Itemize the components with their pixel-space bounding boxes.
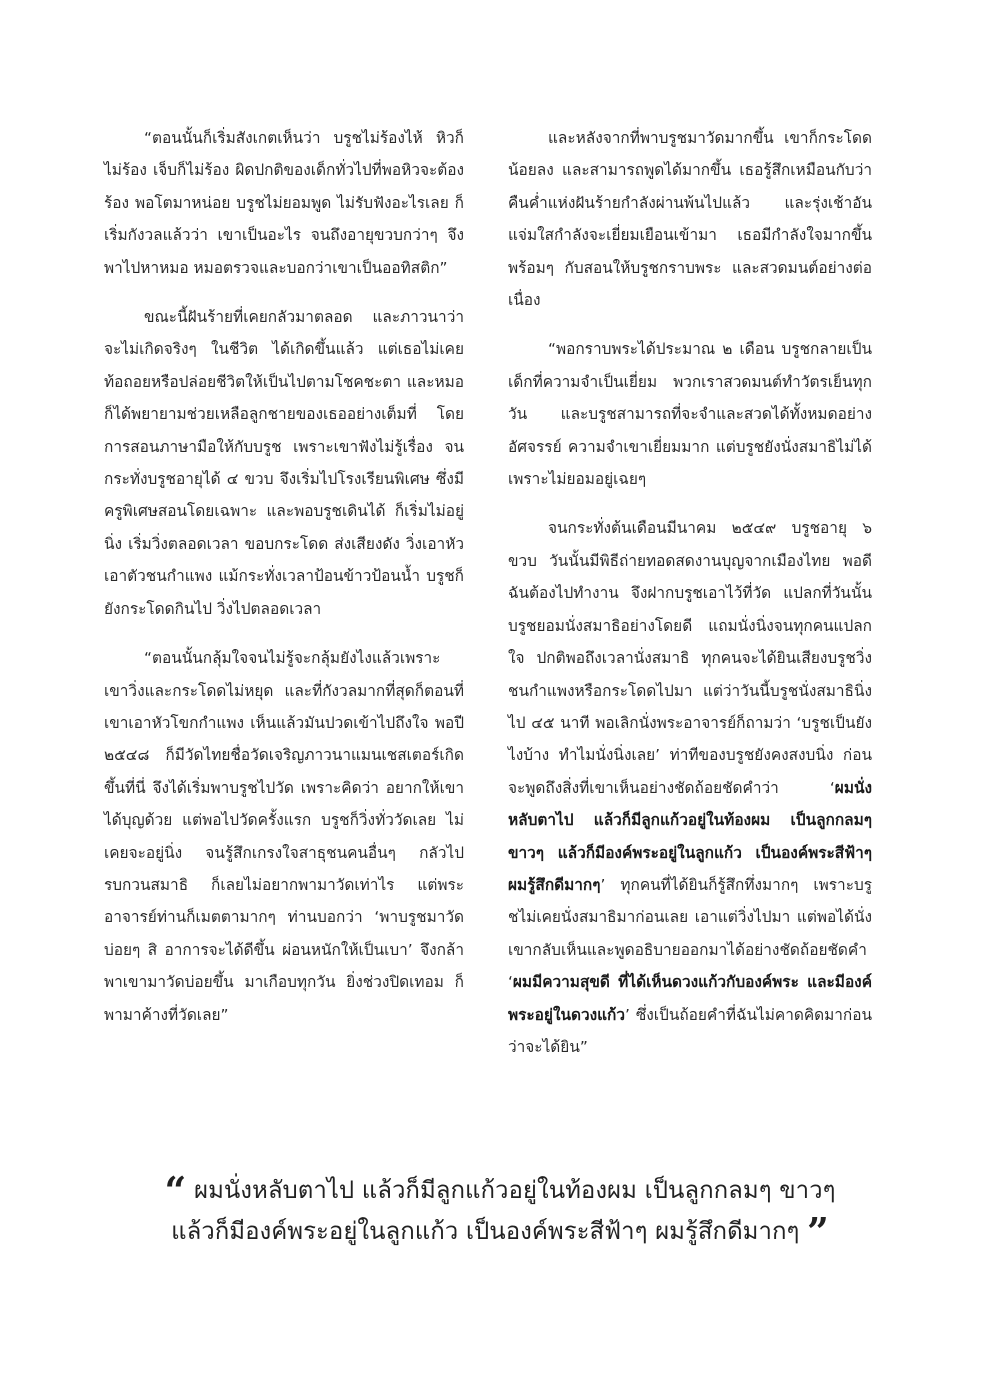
open-quote-mark: “ bbox=[164, 1168, 187, 1213]
paragraph-right-3 bbox=[508, 512, 872, 1063]
paragraph-right-1: และหลังจากที่พาบรูชมาวัดมากขึ้น เขาก็กระโดดน้อยลง และสามารถพูดได้มากขึ้น เธอรู้สึกเหมือนกับว่า คืนค่ำแห่งฝันร้ายกำลังผ่านพ้นไปแล้ว และรุ่งเช้าอันแจ่มใสกำลังจะเยี่ยมเยือนเข้ามา เธอมีกำลังใจมากขึ้น พร้อมๆ กับสอนให้บรูชกราบพระ และสวดมนต์อย่างต่อเนื่อง bbox=[508, 129, 872, 310]
left-column bbox=[104, 122, 464, 1048]
pull-quote-text-1: ผมนั่งหลับตาไป แล้วก็มีลูกแก้วอยู่ในท้องผม เป็นลูกกลมๆ ขาวๆ bbox=[194, 1176, 836, 1204]
pull-quote bbox=[60, 1170, 940, 1252]
close-quote-mark: ” bbox=[807, 1209, 829, 1254]
quote-bold-1: ผมนั่งหลับตาไป แล้วก็มีลูกแก้วอยู่ในท้องผม เป็นลูกกลมๆ ขาวๆ แล้วก็มีองค์พระอยู่ในลูกแก้ว เป็นองค์พระสีฟ้าๆ ผมรู้สึกดีมากๆ bbox=[508, 778, 872, 894]
pull-quote-line-1 bbox=[60, 1170, 940, 1211]
paragraph-left-3: “ตอนนั้นกลุ้มใจจนไม่รู้จะกลุ้มยังไงแล้วเพราะเขาวิ่งและกระโดดไม่หยุด และที่กังวลมากที่สุดก็ตอนที่เขาเอาหัวโขกกำแพง เห็นแล้วมันปวดเข้าไปถึงใจ พอปี ๒๕๔๘ ก็มีวัดไทยชื่อวัดเจริญภาวนาแมนเชสเตอร์เกิดขึ้นที่นี่ จึงได้เริ่มพาบรูชไปวัด เพราะคิดว่า อยากให้เขาได้บุญด้วย แต่พอไปวัดครั้งแรก บรูชก็วิ่งทั่ววัดเลย ไม่เคยจะอยู่นิ่ง จนรู้สึกเกรงใจสาธุชนคนอื่นๆ กลัวไปรบกวนสมาธิ ก็เลยไม่อยากพามาวัดเท่าไร แต่พระอาจารย์ท่านก็เมตตามากๆ ท่านบอกว่า ‘พาบรูชมาวัดบ่อยๆ สิ อาการจะได้ดีขึ้น ผ่อนหนักให้เป็นเบา’ จึงกล้าพาเขามาวัดบ่อยขึ้น มาเกือบทุกวัน ยิ่งช่วงปิดเทอม ก็พามาค้างที่วัดเลย” bbox=[104, 649, 464, 1024]
right-column bbox=[508, 122, 872, 1080]
pull-quote-text-2: แล้วก็มีองค์พระอยู่ในลูกแก้ว เป็นองค์พระสีฟ้าๆ ผมรู้สึกดีมากๆ bbox=[171, 1217, 800, 1245]
paragraph-left-2: ขณะนี้ฝันร้ายที่เคยกลัวมาตลอด และภาวนาว่าจะไม่เกิดจริงๆ ในชีวิต ได้เกิดขึ้นแล้ว แต่เธอไม่เคยท้อถอยหรือปล่อยชีวิตให้เป็นไปตามโชคชะตา และหมอก็ได้พยายามช่วยเหลือลูกชายของเธออย่างเต็มที่ โดยการสอนภาษามือให้กับบรูช เพราะเขาฟังไม่รู้เรื่อง จนกระทั่งบรูชอายุได้ ๔ ขวบ จึงเริ่มไปโรงเรียนพิเศษ ซึ่งมีครูพิเศษสอนโดยเฉพาะ และพอบรูชเดินได้ ก็เริ่มไม่อยู่นิ่ง เริ่มวิ่งตลอดเวลา ขอบกระโดด ส่งเสียงดัง วิ่งเอาหัว เอาตัวชนกำแพง แม้กระทั่งเวลาป้อนข้าวป้อนน้ำ บรูชก็ยังกระโดดกินไป วิ่งไปตลอดเวลา bbox=[104, 308, 464, 618]
quote-bold-2: ผมมีความสุขดี ที่ได้เห็นดวงแก้วกับองค์พระ และมีองค์พระอยู่ในดวงแก้ว bbox=[508, 973, 872, 1024]
paragraph-right-2: “พอกราบพระได้ประมาณ ๒ เดือน บรูชกลายเป็นเด็กที่ความจำเป็นเยี่ยม พวกเราสวดมนต์ทำวัตรเย็นทุกวัน และบรูชสามารถที่จะจำและสวดได้ทั้งหมดอย่างอัศจรรย์ ความจำเขาเยี่ยมมาก แต่บรูชยังนั่งสมาธิไม่ได้ เพราะไม่ยอมอยู่เฉยๆ bbox=[508, 340, 872, 489]
paragraph-left-1: “ตอนนั้นก็เริ่มสังเกตเห็นว่า บรูชไม่ร้องไห้ หิวก็ไม่ร้อง เจ็บก็ไม่ร้อง ผิดปกติของเด็กทั่วไปที่พอหิวจะต้องร้อง พอโตมาหน่อย บรูชไม่ยอมพูด ไม่รับฟังอะไรเลย ก็เริ่มกังวลแล้วว่า เขาเป็นอะไร จนถึงอายุขวบกว่าๆ จึงพาไปหาหมอ หมอตรวจและบอกว่าเขาเป็นออทิสติก” bbox=[104, 129, 464, 277]
pull-quote-line-2 bbox=[60, 1211, 940, 1252]
paragraph-right-3-text-c: ’ ทุกคนที่ได้ยินก็รู้สึกทึ่งมากๆ เพราะบรูชไม่เคยนั่งสมาธิมาก่อนเลย เอาแต่วิ่งไปมา แต่พอได้นั่ง เขากลับเห็นและพูดอธิบายออกมาได้อย่างชัดถ้อยชัดคำ ‘ bbox=[508, 875, 872, 992]
paragraph-right-3-text-e: ’ ซึ่งเป็นถ้อยคำที่ฉันไม่คาดคิดมาก่อนว่าจะได้ยิน” bbox=[508, 1005, 872, 1056]
paragraph-right-3-text-a: จนกระทั่งต้นเดือนมีนาคม ๒๕๔๙ บรูชอายุ ๖ ขวบ วันนั้นมีพิธีถ่ายทอดสดงานบุญจากเมืองไทย พอดีฉันต้องไปทำงาน จึงฝากบรูชเอาไว้ที่วัด แปลกที่วันนั้นบรูชยอมนั่งสมาธิอย่างโดยดี แถมนั่งนิ่งจนทุกคนแปลกใจ ปกติพอถึงเวลานั่งสมาธิ ทุกคนจะได้ยินเสียงบรูชวิ่งชนกำแพงหรือกระโดดไปมา แต่ว่าวันนี้บรูชนั่งสมาธินิ่งไป ๔๕ นาที พอเลิกนั่งพระอาจารย์ก็ถามว่า ‘บรูชเป็นยังไงบ้าง ทำไมนั่งนิ่งเลย’ ท่าทีของบรูชยังคงสงบนิ่ง ก่อนจะพูดถึงสิ่งที่เขาเห็นอย่างชัดถ้อยชัดคำว่า ‘ bbox=[508, 519, 872, 797]
